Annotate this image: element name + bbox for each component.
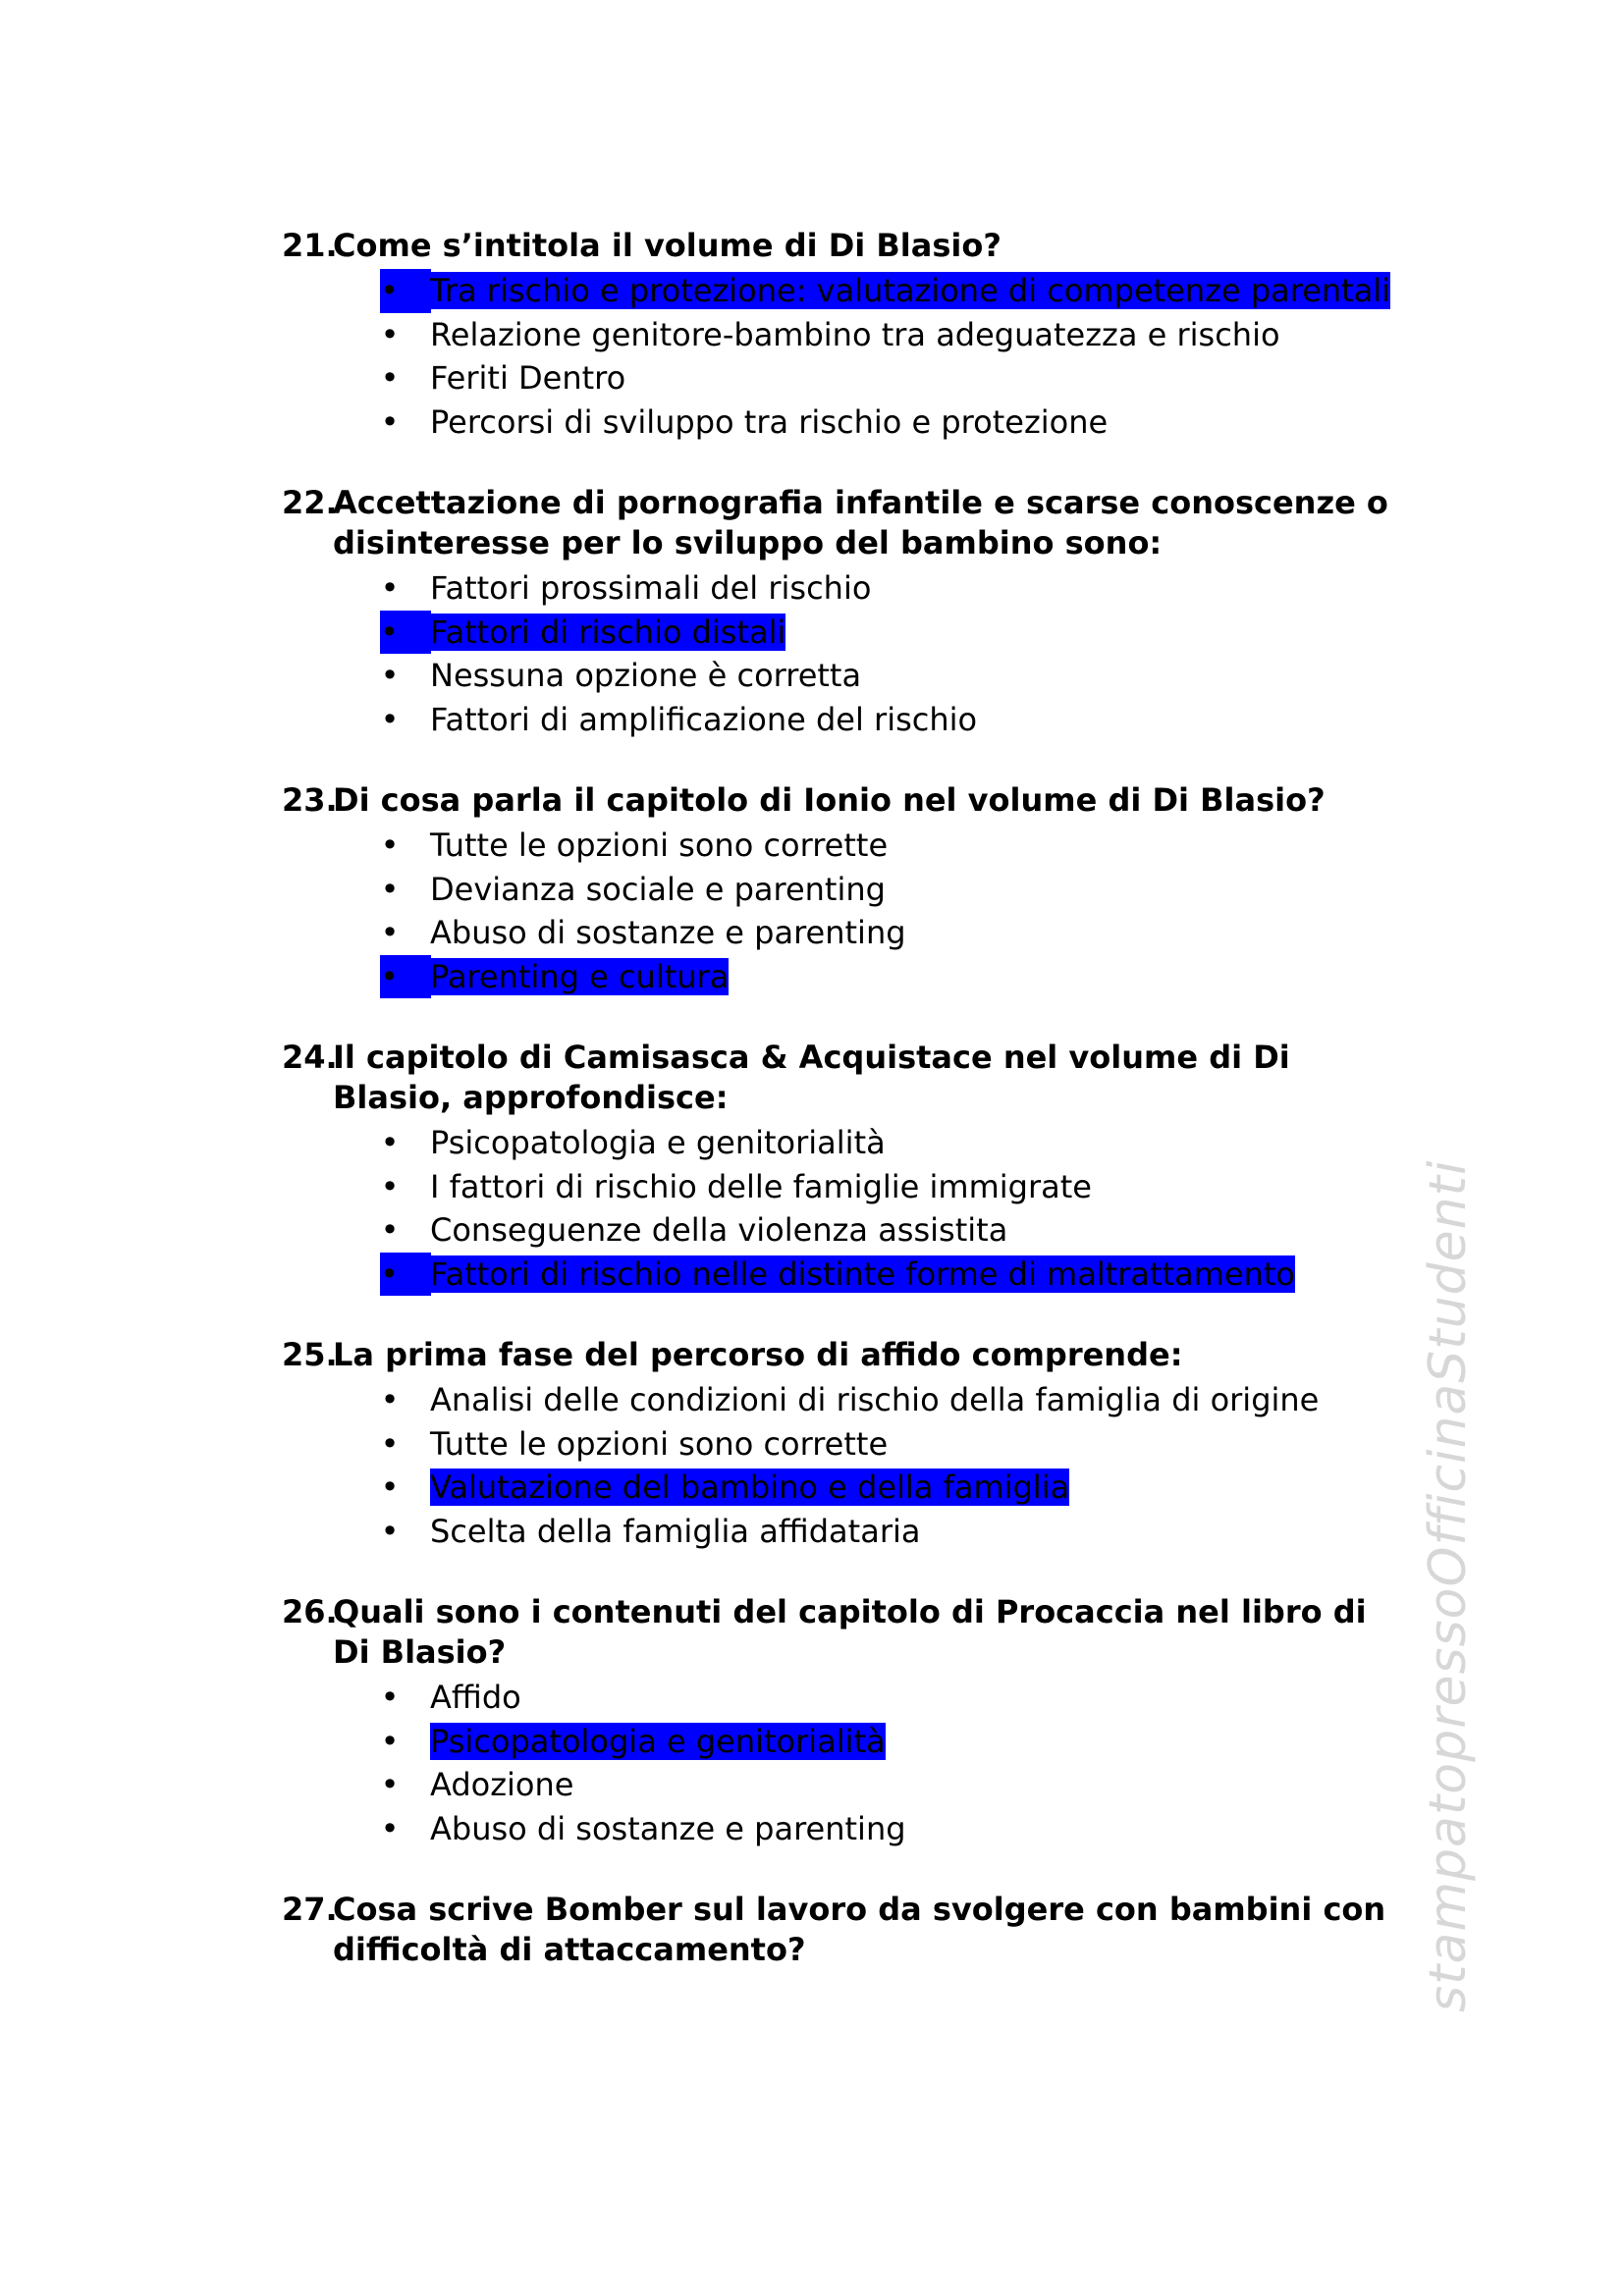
answer-text: Affido: [430, 1679, 521, 1716]
question-item: [282, 1592, 1401, 1850]
bullet-icon: •: [380, 611, 431, 655]
question-item: [282, 780, 1401, 998]
bullet-icon: •: [380, 402, 400, 441]
question-item: [282, 226, 1401, 444]
bullet-icon: •: [380, 1722, 400, 1760]
answer-option: [282, 313, 1401, 357]
watermark: stampatopressoOfficinaStudenti: [1419, 1159, 1478, 2012]
answer-option: [282, 1422, 1401, 1467]
question-text: Accettazione di pornografia infantile e scarse conoscenze o disinteresse per lo sviluppo del bambino sono:: [333, 484, 1388, 561]
question-heading: [282, 483, 1401, 563]
answer-text: Fattori di rischio nelle distinte forme di maltrattamento: [430, 1255, 1295, 1293]
answer-option: [282, 1807, 1401, 1851]
bullet-icon: •: [380, 569, 400, 607]
bullet-icon: •: [380, 955, 431, 999]
question-number: 26.: [282, 1593, 338, 1630]
answer-list: [282, 1121, 1401, 1296]
bullet-icon: •: [380, 315, 400, 353]
bullet-icon: •: [380, 1253, 431, 1297]
question-list: [282, 226, 1401, 2009]
answer-text: Parenting e cultura: [430, 957, 730, 995]
answer-text: Percorsi di sviluppo tra rischio e protezione: [430, 402, 1109, 441]
answer-option: [282, 1510, 1401, 1554]
answer-option: [282, 824, 1401, 868]
bullet-icon: •: [380, 1167, 400, 1205]
answer-list: [282, 1378, 1401, 1553]
answer-text: I fattori di rischio delle famiglie immigrate: [430, 1167, 1092, 1205]
question-number: 27.: [282, 1891, 338, 1928]
answer-option-highlighted: [282, 955, 1401, 999]
answer-text: Psicopatologia e genitorialità: [430, 1722, 886, 1760]
answer-option: [282, 1121, 1401, 1165]
bullet-icon: •: [380, 359, 400, 397]
answer-text: Psicopatologia e genitorialità: [430, 1124, 886, 1161]
answer-text: Devianza sociale e parenting: [430, 870, 886, 908]
answer-option-highlighted: [282, 1466, 1401, 1510]
question-number: 24.: [282, 1039, 338, 1076]
answer-option: [282, 1208, 1401, 1253]
question-heading: [282, 226, 1401, 266]
answer-option: [282, 654, 1401, 698]
answer-text: Tutte le opzioni sono corrette: [430, 1424, 889, 1463]
question-text: Come s’intitola il volume di Di Blasio?: [333, 227, 1001, 264]
answer-text: Fattori di amplificazione del rischio: [430, 700, 978, 738]
answer-option: [282, 698, 1401, 742]
answer-option: [282, 400, 1401, 445]
question-heading: [282, 1890, 1401, 1970]
bullet-icon: •: [380, 657, 400, 694]
bullet-icon: •: [380, 914, 400, 951]
question-number: 22.: [282, 484, 338, 521]
answer-text: Nessuna opzione è corretta: [430, 657, 862, 694]
answer-text: Analisi delle condizioni di rischio della famiglia di origine: [430, 1381, 1320, 1418]
question-heading: [282, 1335, 1401, 1375]
answer-text: Abuso di sostanze e parenting: [430, 1809, 906, 1847]
answer-option: [282, 1378, 1401, 1422]
answer-option-highlighted: [282, 1253, 1401, 1297]
question-number: 23.: [282, 781, 338, 819]
question-text: Quali sono i contenuti del capitolo di Procaccia nel libro di Di Blasio?: [333, 1593, 1367, 1671]
bullet-icon: •: [380, 1679, 400, 1716]
question-number: 21.: [282, 227, 338, 264]
answer-text: Tutte le opzioni sono corrette: [430, 827, 889, 864]
question-item: [282, 1890, 1401, 1970]
answer-option: [282, 1763, 1401, 1807]
question-heading: [282, 1038, 1401, 1118]
answer-option-highlighted: [282, 611, 1401, 655]
answer-option: [282, 911, 1401, 955]
answer-list: [282, 269, 1401, 444]
answer-text: Fattori di rischio distali: [430, 613, 786, 651]
answer-list: [282, 824, 1401, 998]
question-text: Cosa scrive Bomber sul lavoro da svolgere con bambini con difficoltà di attaccamento?: [333, 1891, 1386, 1968]
question-heading: [282, 1592, 1401, 1673]
answer-option-highlighted: [282, 1720, 1401, 1764]
bullet-icon: •: [380, 1766, 400, 1803]
answer-text: Feriti Dentro: [430, 359, 626, 397]
question-item: [282, 483, 1401, 741]
question-item: [282, 1335, 1401, 1553]
question-number: 25.: [282, 1336, 338, 1373]
answer-option: [282, 566, 1401, 611]
bullet-icon: •: [380, 1124, 400, 1161]
question-text: La prima fase del percorso di affido comprende:: [333, 1336, 1183, 1373]
bullet-icon: •: [380, 1468, 400, 1506]
answer-list: [282, 566, 1401, 741]
answer-text: Tra rischio e protezione: valutazione di competenze parentali: [430, 272, 1391, 309]
answer-option: [282, 1165, 1401, 1209]
answer-option: [282, 868, 1401, 912]
question-text: Di cosa parla il capitolo di Ionio nel volume di Di Blasio?: [333, 781, 1326, 819]
answer-text: Valutazione del bambino e della famiglia: [430, 1468, 1070, 1506]
answer-text: Relazione genitore-bambino tra adeguatezza e rischio: [430, 315, 1280, 353]
answer-text: Scelta della famiglia affidataria: [430, 1512, 921, 1550]
bullet-icon: •: [380, 1211, 400, 1249]
bullet-icon: •: [380, 700, 400, 738]
answer-option: [282, 356, 1401, 400]
answer-option: [282, 1676, 1401, 1720]
bullet-icon: •: [380, 827, 400, 864]
answer-text: Conseguenze della violenza assistita: [430, 1211, 1008, 1249]
bullet-icon: •: [380, 1809, 400, 1847]
question-text: Il capitolo di Camisasca & Acquistace nel volume di Di Blasio, approfondisce:: [333, 1039, 1290, 1116]
bullet-icon: •: [380, 1512, 400, 1550]
answer-text: Fattori prossimali del rischio: [430, 569, 872, 607]
bullet-icon: •: [380, 870, 400, 908]
bullet-icon: •: [380, 1381, 400, 1418]
bullet-icon: •: [380, 269, 431, 313]
answer-text: Abuso di sostanze e parenting: [430, 914, 906, 951]
answer-text: Adozione: [430, 1766, 574, 1803]
question-item: [282, 1038, 1401, 1296]
bullet-icon: •: [380, 1424, 400, 1463]
answer-option-highlighted: [282, 269, 1401, 313]
answer-list: [282, 1676, 1401, 1850]
question-heading: [282, 780, 1401, 821]
